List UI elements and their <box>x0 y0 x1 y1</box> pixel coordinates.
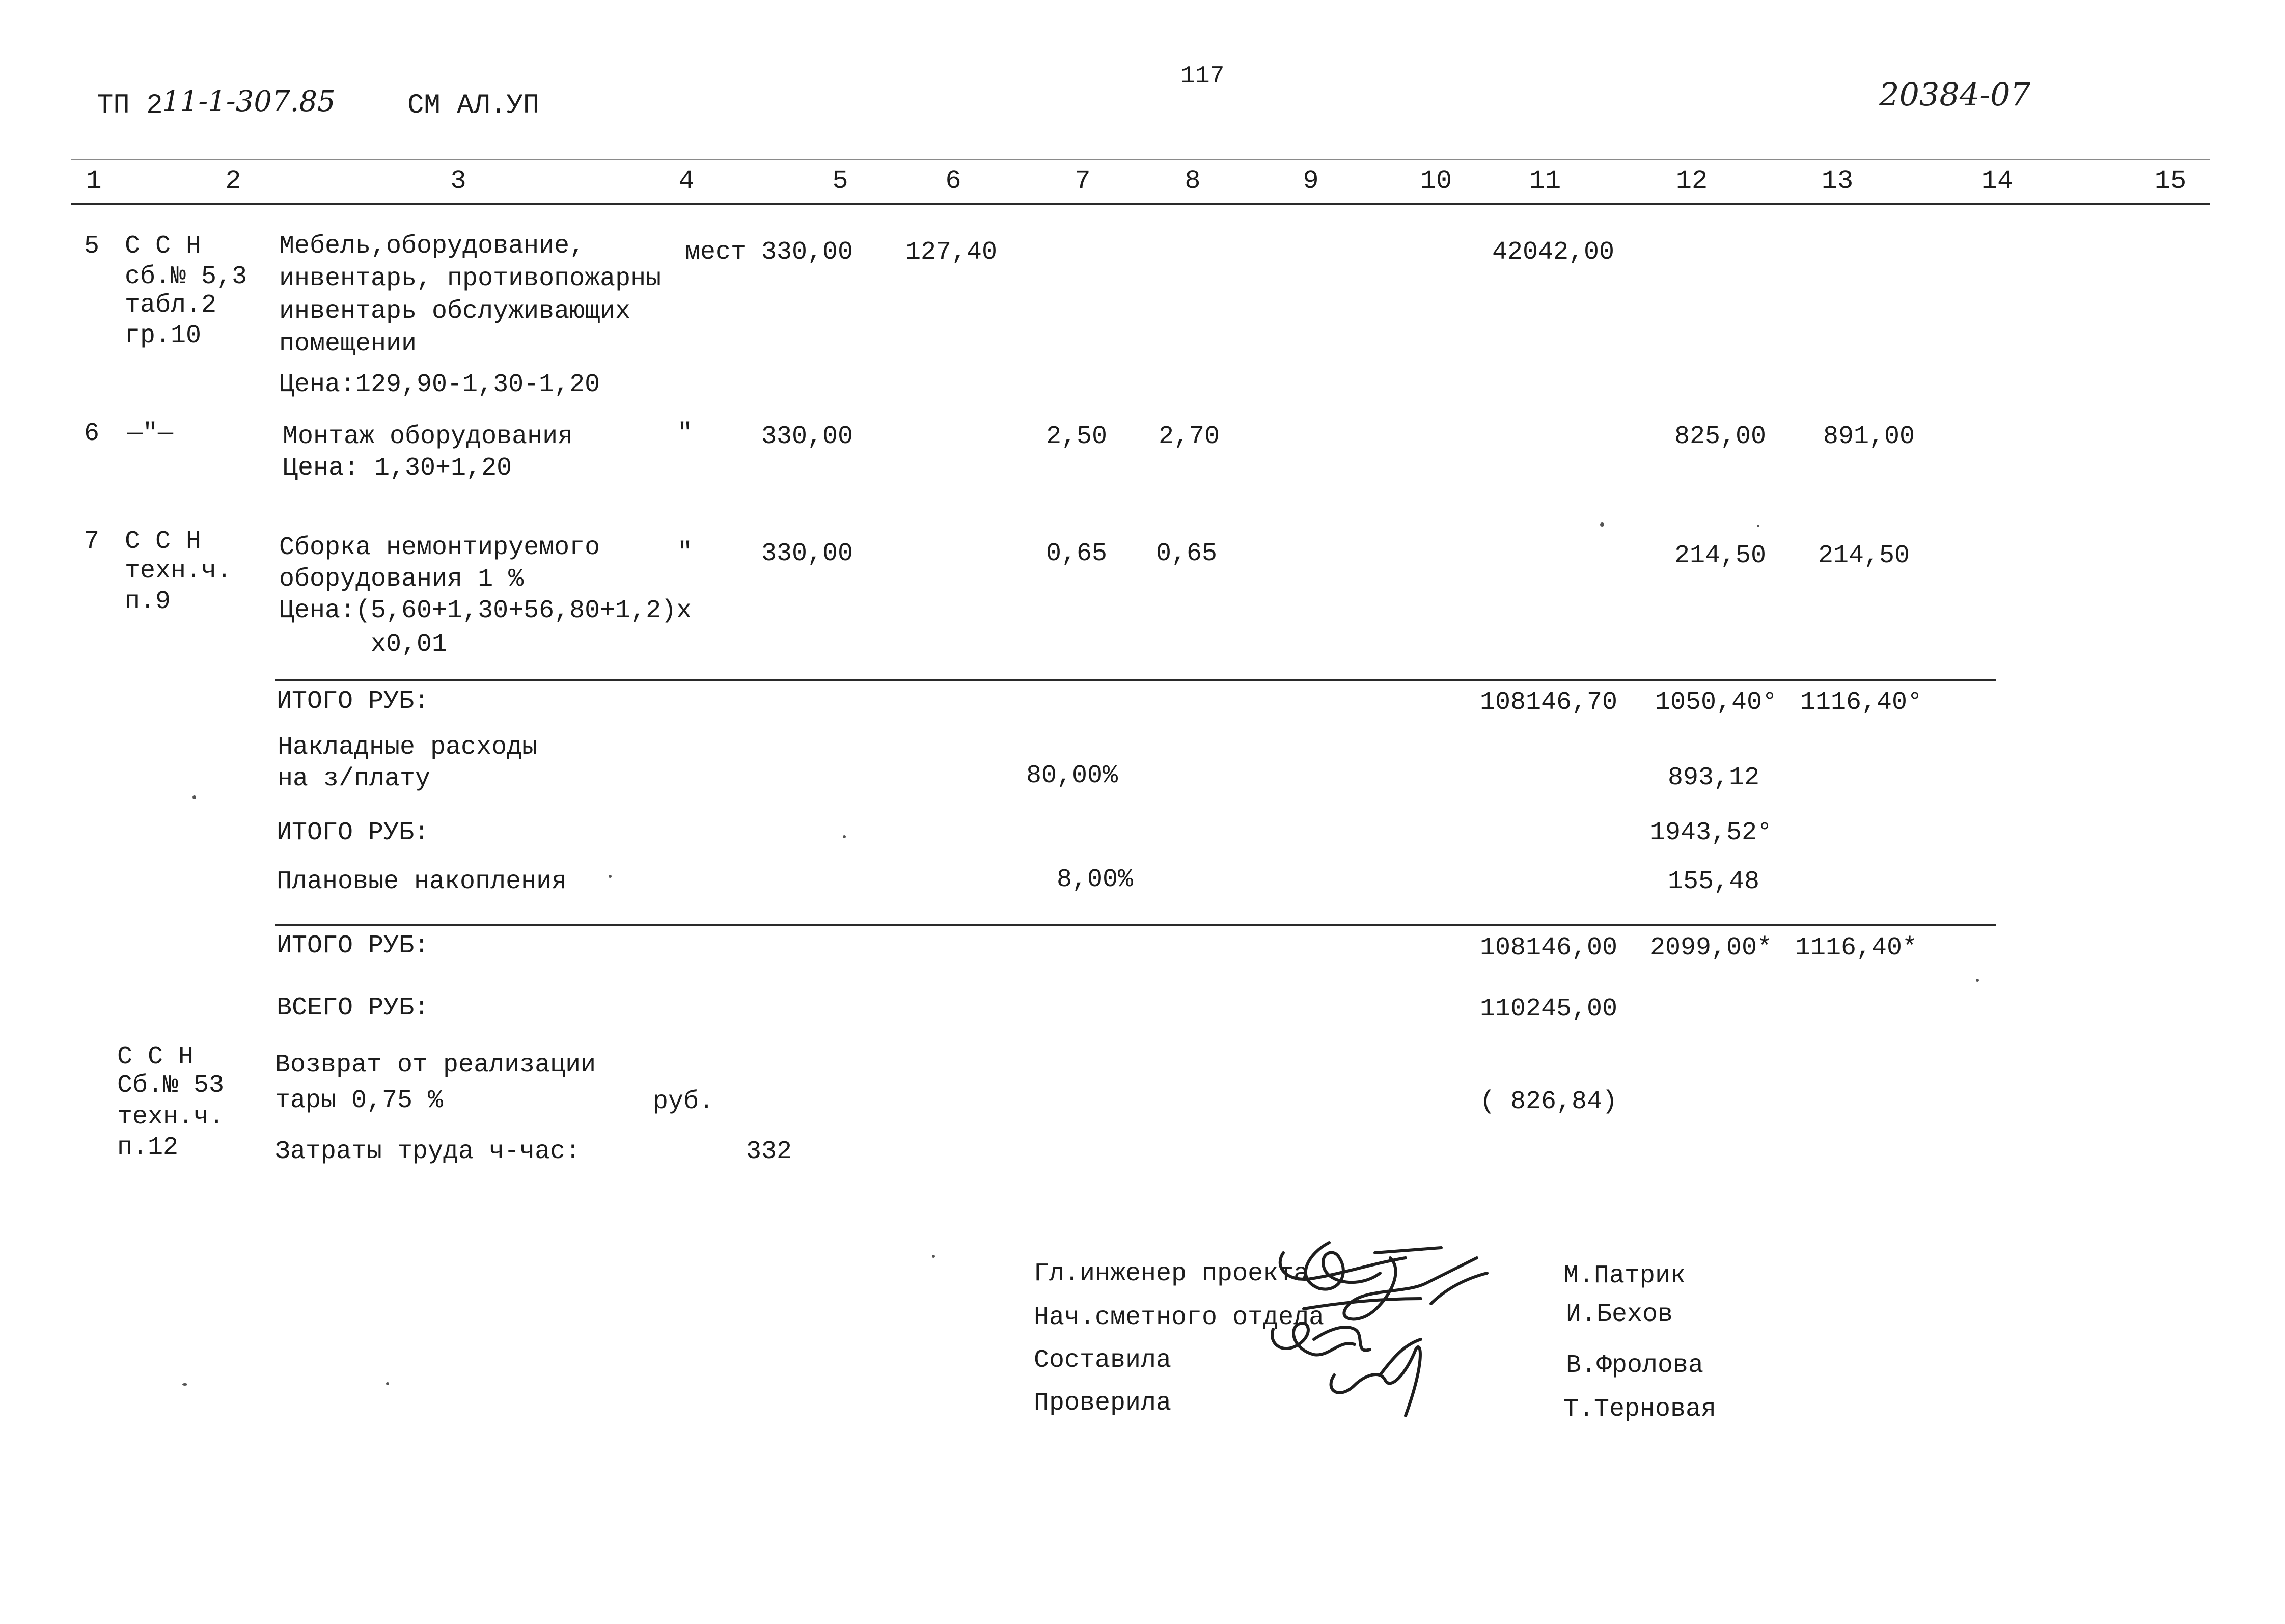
labor-norm-total: 0,65 <box>1156 539 1218 568</box>
scan-speck <box>192 795 196 799</box>
column-number: 12 <box>1675 166 1708 196</box>
totals-rule <box>275 679 1996 681</box>
planned-savings-label: Плановые накопления <box>277 867 567 896</box>
basis-line: С С Н <box>117 1042 194 1071</box>
scan-speck <box>843 835 846 838</box>
subtotal-cost: 108146,00 <box>1480 933 1618 962</box>
subtotal-wage: 2099,00* <box>1650 933 1773 962</box>
subtotal-cost: 108146,70 <box>1480 688 1618 717</box>
subtotal-wage-total: 1116,40* <box>1795 933 1918 962</box>
column-number: 10 <box>1420 166 1452 196</box>
basis-line: техн.ч. <box>117 1103 225 1132</box>
signer-role: Составила <box>1034 1346 1172 1375</box>
unit-price: 127,40 <box>905 238 998 267</box>
basis-line: табл.2 <box>125 291 217 320</box>
page-number: 117 <box>1180 63 1225 90</box>
basis-line: С С Н <box>125 527 202 556</box>
labor-hours-label: Затраты труда ч-час: <box>275 1137 581 1166</box>
quantity: 330,00 <box>761 539 854 568</box>
basis-line: Сб.№ 53 <box>117 1071 225 1100</box>
column-number: 6 <box>945 166 961 196</box>
row-number: 7 <box>84 527 100 556</box>
price-formula: Цена: 1,30+1,20 <box>283 454 512 483</box>
row-number: 5 <box>84 232 100 261</box>
archive-number: 20384-07 <box>1879 76 2031 113</box>
column-number: 5 <box>832 166 848 196</box>
description-line: помещении <box>279 329 417 359</box>
column-number: 15 <box>2154 166 2187 196</box>
price-formula: Цена:129,90-1,30-1,20 <box>279 370 600 399</box>
quantity: 330,00 <box>761 422 854 451</box>
section-code: СМ АЛ.УП <box>407 90 540 121</box>
overhead-label: на з/плату <box>278 764 431 793</box>
signer-name: М.Патрик <box>1563 1261 1686 1290</box>
signer-role: Нач.сметного отдела <box>1034 1303 1325 1332</box>
return-amount: ( 826,84) <box>1480 1087 1618 1116</box>
price-formula: x0,01 <box>279 630 448 659</box>
column-number: 1 <box>86 166 102 196</box>
wage-cost-total: 891,00 <box>1823 422 1915 451</box>
description-line: инвентарь обслуживающих <box>279 297 631 326</box>
subtotal-wage-total: 1116,40° <box>1800 688 1923 717</box>
labor-norm-total: 2,70 <box>1159 422 1220 451</box>
description-line: инвентарь, противопожарны <box>279 264 662 293</box>
description-line: Сборка немонтируемого <box>279 533 600 562</box>
column-number: 13 <box>1821 166 1854 196</box>
basis-line: —"— <box>127 419 174 448</box>
scan-speck <box>182 1383 187 1386</box>
wage-cost: 214,50 <box>1674 541 1767 570</box>
column-number: 4 <box>678 166 695 196</box>
basis-line: С С Н <box>125 232 202 261</box>
signer-name: В.Фролова <box>1566 1351 1704 1380</box>
scan-speck <box>1976 979 1979 982</box>
column-number: 2 <box>225 166 241 196</box>
scan-speck <box>932 1255 935 1258</box>
labor-norm: 0,65 <box>1046 539 1108 568</box>
planned-savings-amount: 155,48 <box>1668 867 1760 896</box>
subtotal-wage: 1943,52° <box>1650 818 1773 847</box>
header-rule <box>71 159 2210 160</box>
signer-name: Т.Терновая <box>1563 1395 1717 1424</box>
wage-cost-total: 214,50 <box>1818 541 1910 570</box>
column-number: 11 <box>1529 166 1561 196</box>
wage-cost: 825,00 <box>1674 422 1767 451</box>
column-number: 8 <box>1185 166 1201 196</box>
basis-line: гр.10 <box>125 321 202 350</box>
return-unit: руб. <box>653 1087 714 1116</box>
scan-speck <box>1757 525 1759 527</box>
description-line: оборудования 1 % <box>279 565 524 594</box>
scan-speck <box>386 1382 389 1385</box>
quantity: 330,00 <box>761 238 854 267</box>
return-label: тары 0,75 % <box>275 1086 444 1115</box>
grand-total-label: ВСЕГО РУБ: <box>277 994 430 1023</box>
basis-line: техн.ч. <box>125 557 232 586</box>
scan-speck <box>609 875 612 878</box>
doc-code: ТП 2 <box>97 90 163 121</box>
doc-code-handwritten: 11-1-307.85 <box>162 85 336 118</box>
signer-role: Гл.инженер проекта <box>1034 1259 1309 1288</box>
description-line: Мебель,оборудование, <box>279 232 585 261</box>
overhead-label: Накладные расходы <box>278 733 538 762</box>
grand-total-amount: 110245,00 <box>1480 995 1618 1024</box>
basis-line: п.9 <box>125 587 171 616</box>
totals-rule <box>275 924 1996 926</box>
subtotal-label: ИТОГО РУБ: <box>277 818 430 847</box>
signer-name: И.Бехов <box>1566 1300 1673 1329</box>
column-number: 3 <box>450 166 466 196</box>
handwritten-signatures <box>1253 1222 1558 1467</box>
unit: " <box>677 419 693 448</box>
overhead-amount: 893,12 <box>1668 763 1760 792</box>
basis-line: сб.№ 5,3 <box>125 262 247 291</box>
column-number: 7 <box>1075 166 1091 196</box>
subtotal-label: ИТОГО РУБ: <box>277 687 430 716</box>
planned-savings-rate: 8,00% <box>1057 865 1134 894</box>
labor-hours-value: 332 <box>746 1137 792 1166</box>
signer-role: Проверила <box>1034 1389 1172 1418</box>
unit: " <box>677 538 693 567</box>
column-number: 9 <box>1303 166 1319 196</box>
total-cost: 42042,00 <box>1492 238 1615 267</box>
basis-line: п.12 <box>117 1133 179 1162</box>
return-label: Возврат от реализации <box>275 1051 596 1080</box>
column-number: 14 <box>1981 166 2014 196</box>
description-line: Монтаж оборудования <box>283 422 573 451</box>
labor-norm: 2,50 <box>1046 422 1108 451</box>
row-number: 6 <box>84 419 100 448</box>
subtotal-label: ИТОГО РУБ: <box>277 931 430 960</box>
scan-speck <box>1600 522 1604 527</box>
overhead-rate: 80,00% <box>1026 761 1118 790</box>
column-header-rule <box>71 203 2210 205</box>
price-formula: Цена:(5,60+1,30+56,80+1,2)x <box>279 596 692 625</box>
unit: мест <box>685 238 747 267</box>
subtotal-wage: 1050,40° <box>1655 688 1778 717</box>
